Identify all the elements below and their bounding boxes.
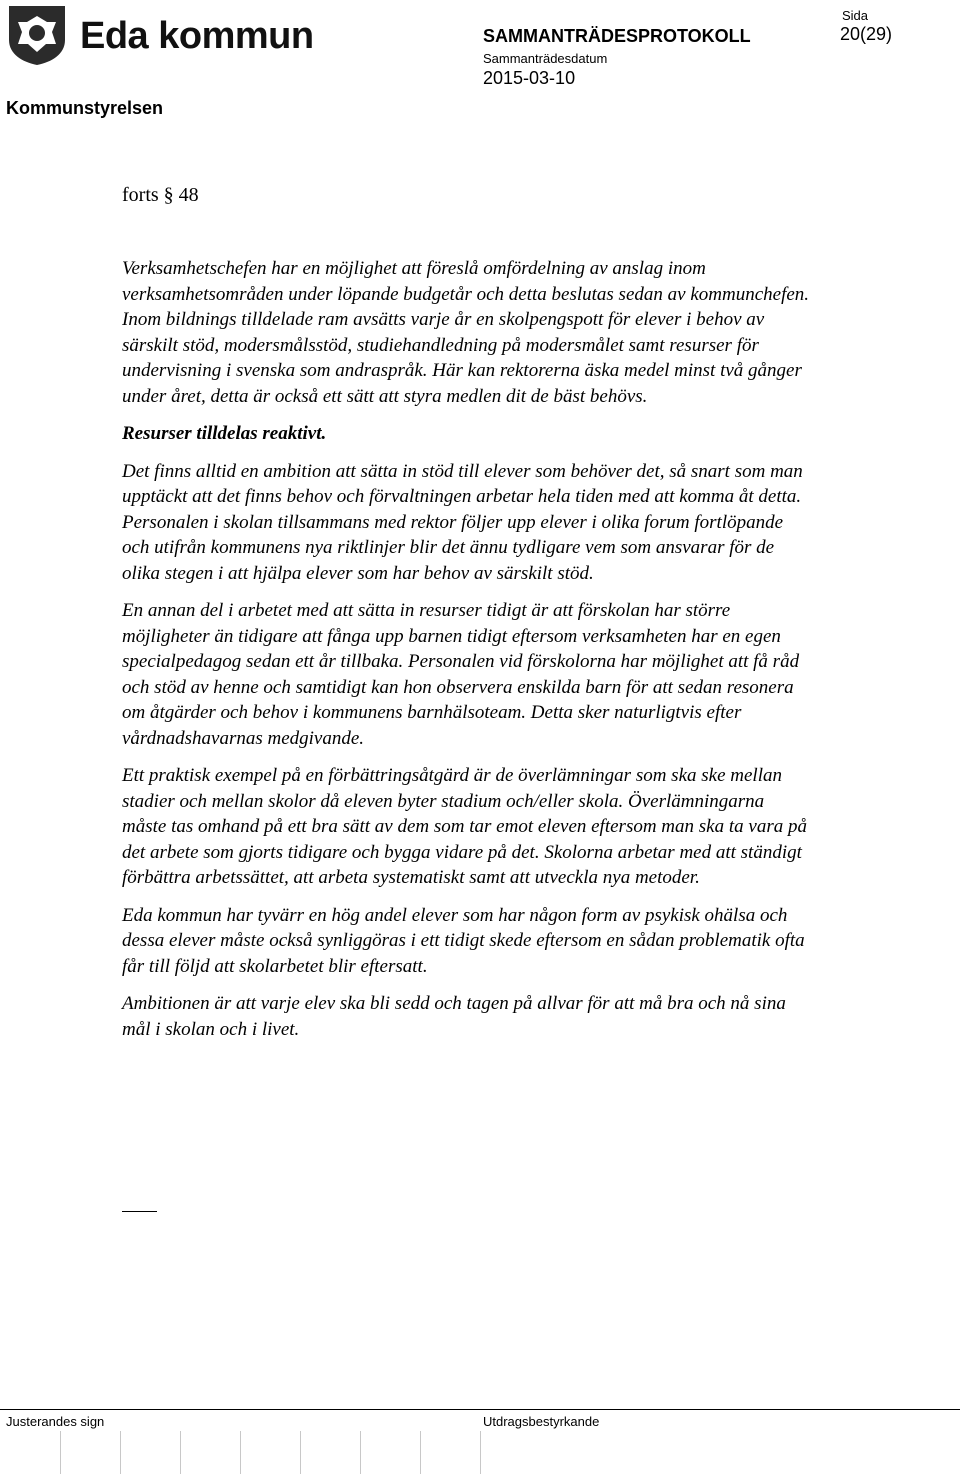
- signature-box: [300, 1431, 301, 1474]
- signature-box: [120, 1431, 121, 1474]
- paragraph: Eda kommun har tyvärr en hög andel elever som har någon form av psykisk ohälsa och dessa elever måste också synliggöras i ett tidigt skede eftersom en sådan problematik ofta får till följd att skolarbetet blir eftersatt.: [122, 904, 805, 977]
- meeting-date-value: 2015-03-10: [483, 68, 576, 88]
- paragraph: Ambitionen är att varje elev ska bli sedd och tagen på allvar för att må bra och nå sina mål i skolan och i livet.: [122, 993, 786, 1040]
- signature-box: [180, 1431, 181, 1474]
- signature-box: [360, 1431, 361, 1474]
- paragraph: Verksamhetschefen har en möjlighet att föreslå omfördelning av anslag inom verksamhetsområden under löpande budgetår och detta beslutas sedan av kommunchefen.: [122, 258, 810, 305]
- protocol-body: [122, 256, 812, 1054]
- paragraph: Inom bildnings tilldelade ram avsätts varje år en skolpengspott för elever i behov av särskilt stöd, modersmålsstöd, studiehandledning på modersmålet samt resurser för undervisning i svenska som andraspråk. Här kan rektorerna äska medel minst två gånger under året, detta är också ett sätt att styra medlen dit de bäst behövs.: [122, 309, 802, 407]
- paragraph: Det finns alltid en ambition att sätta in stöd till elever som behöver det, så snart som man upptäckt att det finns behov och förvaltningen arbetar hela tiden med att komma åt detta. Personalen i skolan tillsammans med rektor följer upp elever i olika forum fortlöpande och utifrån kommunens nya riktlinjer blir det ännu tydligare vem som ansvarar för de olika stegen i att hjälpa elever som har behov av särskilt stöd.: [122, 460, 803, 584]
- signature-box: [480, 1431, 481, 1474]
- signature-box: [60, 1431, 61, 1474]
- signature-box: [420, 1431, 421, 1474]
- paragraph: En annan del i arbetet med att sätta in resurser tidigt är att förskolan har större möjligheter än tidigare att fånga upp barnen tidigt eftersom verksamheten har en egen specialpedagog sedan ett år tillbaka. Personalen vid förskolorna har möjlighet att få råd och stöd av henne och samtidigt kan hon observera enskilda barn för att sedan resonera om åtgärder och behov i kommunens barnhälsoteam. Detta sker naturligtvis efter vårdnadshavarnas medgivande.: [122, 600, 800, 749]
- utdragsbestyrkande-label: Utdragsbestyrkande: [483, 1414, 600, 1429]
- committee-name: Kommunstyrelsen: [6, 98, 164, 118]
- page-label: Sida: [842, 8, 869, 23]
- page-number: 20(29): [840, 24, 893, 44]
- paragraph-emphasis: Resurser tilldelas reaktivt.: [122, 423, 327, 444]
- paragraph: Ett praktisk exempel på en förbättringsåtgärd är de överlämningar som ska ske mellan stadier och mellan skolor då eleven byter stadium och/eller skola. Överlämningarna måste tas omhand på ett bra sätt av dem som tar emot eleven eftersom man ska ta vara på det arbete som gjorts tidigare och bygga vidare på det. Skolorna arbetar med att ständigt förbättra arbetssättet, att arbeta systematiskt samt att utveckla nya metoder.: [122, 765, 807, 888]
- signature-footer: [0, 1409, 960, 1474]
- signature-box: [240, 1431, 241, 1474]
- footer-divider: [0, 1409, 960, 1410]
- organization-name: Eda kommun: [80, 15, 314, 57]
- meeting-date-label: Sammanträdesdatum: [483, 51, 608, 66]
- document-type: SAMMANTRÄDESPROTOKOLL: [483, 26, 751, 46]
- eda-kommun-shield-icon: [6, 4, 68, 66]
- end-of-text-rule: [122, 1211, 157, 1212]
- justerande-sign-label: Justerandes sign: [6, 1414, 105, 1429]
- section-reference: forts § 48: [122, 184, 199, 206]
